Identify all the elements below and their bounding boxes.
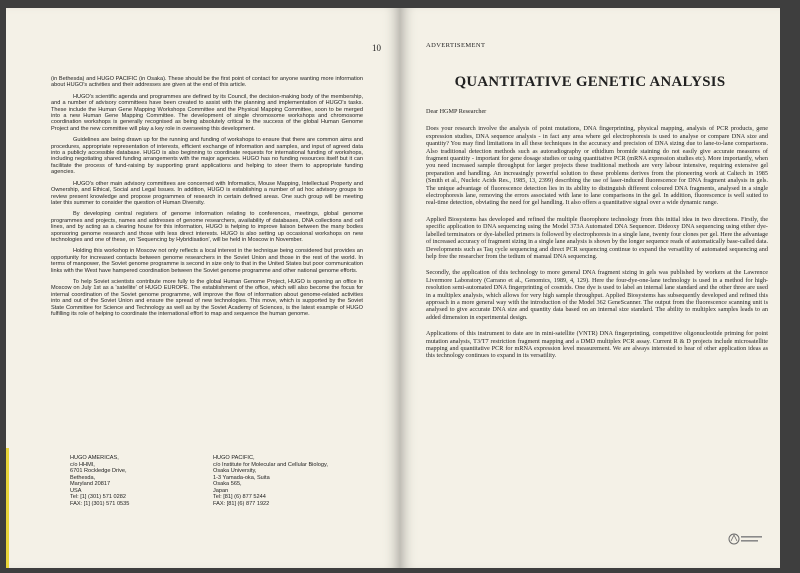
article-paragraph: To help Soviet scientists contribute more fully to the global Human Genome Project, HUGO is opening an office in Moscow on July 1st as a 'satellite' of HUGO EUROPE. The establishment of the office, which will also become the focus for internal coordination of the Soviet genome programme, will improve the flow of information about genome-related activities into and out of the Soviet Union and ensure the spread of new technologies. This move, which is supported by the Soviet State Committee for Science and Technology as well as by the Soviet Academy of Sciences, is the latest example of HUGO fulfilling its role of helping to coordinate the international effort to map and sequence the human genome.	[51, 278, 363, 317]
advert-paragraph: Applications of this instrument to date are in mini-satellite (VNTR) DNA fingerprinting, competitive oligonucleotide priming for point mutation analysis, T3/T7 restriction fragment mapping and a DMD multiplex PCR assay. Current R & D projects include microsatellite mapping and quantitative PCR for mRNA expression level measurement. We are always interested to hear of other application ideas as this technology continues to expand in its versatility.	[426, 330, 768, 360]
advert-body	[426, 108, 768, 369]
address-line: Tel: [1] (301) 571 0282	[70, 494, 126, 500]
address-line: FAX: [1] (301) 571 0535	[70, 500, 130, 507]
article-paragraph: By developing central registers of genome information relating to conferences, meetings, global genome programmes and projects, names and addresses of genome researchers, availability of databases, DNA collections and cell lines, and by acting as a clearing house for this information, HUGO is helping to improve liaison between the many bodies sponsoring genome research and those with less direct interests. HUGO is also setting up occasional workshops on new technologies and one of these, on 'Sequencing by Hybridisation', will be held in Moscow in November.	[51, 211, 363, 243]
address-line: c/o HHMI,	[70, 461, 95, 468]
address-line: Japan	[213, 487, 229, 494]
address-line: 6701 Rockledge Drive,	[70, 468, 127, 474]
address-hugo-americas	[70, 455, 129, 507]
right-page	[400, 8, 780, 568]
article-paragraph: Holding this workshop in Moscow not only reflects a local interest in the technique being considered but provides an opportunity for increased contacts between genome researchers in the Soviet Union and those in the rest of the world. In terms of manpower, the Soviet genome programme is second in size only to that in the United States but poor communication links with the West have hampered coordination between the Soviet genome programme and other national genome efforts.	[51, 248, 363, 274]
address-hugo-pacific	[213, 455, 328, 507]
address-line: Osaka University,	[213, 468, 257, 474]
applied-biosystems-logo-icon	[728, 532, 764, 546]
address-line: HUGO PACIFIC,	[213, 455, 255, 461]
yellow-page-edge	[6, 448, 9, 568]
address-line: USA	[70, 487, 82, 494]
advert-title: QUANTITATIVE GENETIC ANALYSIS	[454, 74, 726, 90]
advert-paragraph: Does your research involve the analysis of point mutations, DNA fingerprinting, physical mapping, analysis of PCR products, gene expression studies, DNA sequence analysis - in fact any area where gel electrophoresis is used to analyse or compare DNA size and quantity? You may find limitations in all these techniques in the accuracy and precision of DNA sizing due to lane-to-lane comparisons. Also traditional detection methods such as autoradiography or ethidium bromide staining do not easily give accurate measures of fragment quantity - important for gene dosage studies or using quantitative PCR (mRNA expression studies etc). More importantly, when you need increased sample throughput for larger projects these traditional methods are very labour intensive, requiring extensive gel preparation and handling. An increasingly powerful solution to these problems derives from the pioneering work at Caltech in 1985 (Smith et al., Nucleic Acids Res., 1985, 13, 2399) describing the use of laser-induced fluorescence for DNA fragment analysis in gels. The unique advantage of fluorescence detection lies in its ability to distinguish different coloured DNA fragments, analysed in a single electrophoresis lane, removing the errors associated with lane to lane comparisons in the gel. In addition, fluorescence is well suited to real-time detection, obviating the need for gel handling. It also offers a quantitative signal over a wide dynamic range.	[426, 125, 768, 207]
address-line: Tel: [81] (6) 877 5244	[213, 494, 266, 500]
advertisement-label: ADVERTISEMENT	[426, 42, 486, 49]
salutation: Dear HGMP Researcher	[426, 108, 487, 115]
article-paragraph: Guidelines are being drawn up for the running and funding of workshops to ensure that there are common aims and procedures, appropriate representation of interests, efficient exchange of information and samples, and input of agreed data into a publicly accessible database. HUGO is also beginning to coordinate requests for international funding of workshops, including negotiating shared funding arrangements with the major agencies. HUGO has no funding resources itself but it can facilitate the process of fund-raising by supporting grant applications and helping to steer them to appropriate funding agencies.	[51, 137, 363, 176]
advert-paragraph: Secondly, the application of this technology to more general DNA fragment sizing in gels was published by workers at the Lawrence Livermore Laboratory (Carrano et al., Genomics, 1989, 4, 129). Here the four-dye-one-lane technology is used in a method for high-resolution semi-automated DNA fingerprinting of cosmids. One dye is used to label an internal lane standard and the other three are used in a multiplex analysis, which allows for very high sample throughput. Applied Biosystems has subsequently developed and refined this approach in a more general way with the introduction of the Model 362 GeneScanner. The output from the fluorescence scanning unit is analysed to give accurate DNA size and quantity data based on an internal size standard. The ability to multiplex samples leads to an added dimension in experimental design.	[426, 269, 768, 321]
advert-paragraph: Applied Biosystems has developed and refined the multiple fluorophore technology from this initial idea in two directions. Firstly, the specific application to DNA sequencing using the Model 373A Automated DNA Sequencer. Dideoxy DNA sequencing using either dye-labelled terminators or dye-labelled primers is followed by electrophoresis in a single lane, twenty four clones per gel. Here the advantage of increased accuracy of fragment sizing in a single lane analysis is shown by the longer sequence reads of automatically base-called data. Developments such as Taq cycle sequencing and direct PCR sequencing continue to expand the versatility of automated sequencing and help free the researcher from the tedium of manual DNA sequencing.	[426, 215, 768, 260]
address-line: Bethesda,	[70, 474, 96, 481]
address-line: Maryland 20817	[70, 481, 111, 487]
address-line: c/o Institute for Molecular and Cellular Biology,	[213, 461, 328, 468]
address-line: HUGO AMERICAS,	[70, 455, 119, 461]
article-paragraph: HUGO's other main advisory committees are concerned with Informatics, Mouse Mapping, Intellectual Property and Ownership, and Ethical, Social and Legal Issues. In addition, HUGO is establishing a number of ad hoc advisory groups to review present knowledge and propose programmes of research in certain defined areas. One such group will be meeting later this summer to consider the question of Human Diversity.	[51, 180, 363, 206]
article-paragraph: (in Bethesda) and HUGO PACIFIC (in Osaka). These should be the first point of contact for anyone wanting more information about HUGO's activities and their addresses are given at the end of this article.	[51, 76, 363, 89]
article-body	[51, 76, 363, 322]
left-page	[6, 8, 400, 568]
article-paragraph: HUGO's scientific agenda and programmes are defined by its Council, the decision-making body of the membership, and a number of advisory committees have been created to assist with the planning and implementation of HUGO's tasks. These include the Human Gene Mapping Workshops Committee and the Physical Mapping Committee, soon to be merged into a new Human Gene Mapping Committee. The development of single chromosome workshops and chromosome coordination workshops is generally recognised as being absolutely critical to the success of the global Human Genome Project and the new committee will play a key role in overseeing this development.	[51, 93, 363, 132]
page-number: 10	[372, 43, 381, 53]
address-line: Osaka 565,	[213, 481, 242, 487]
address-line: FAX: [81] (6) 877 1922	[213, 500, 270, 507]
address-line: 1-3 Yamada-oka, Suita	[213, 474, 270, 481]
